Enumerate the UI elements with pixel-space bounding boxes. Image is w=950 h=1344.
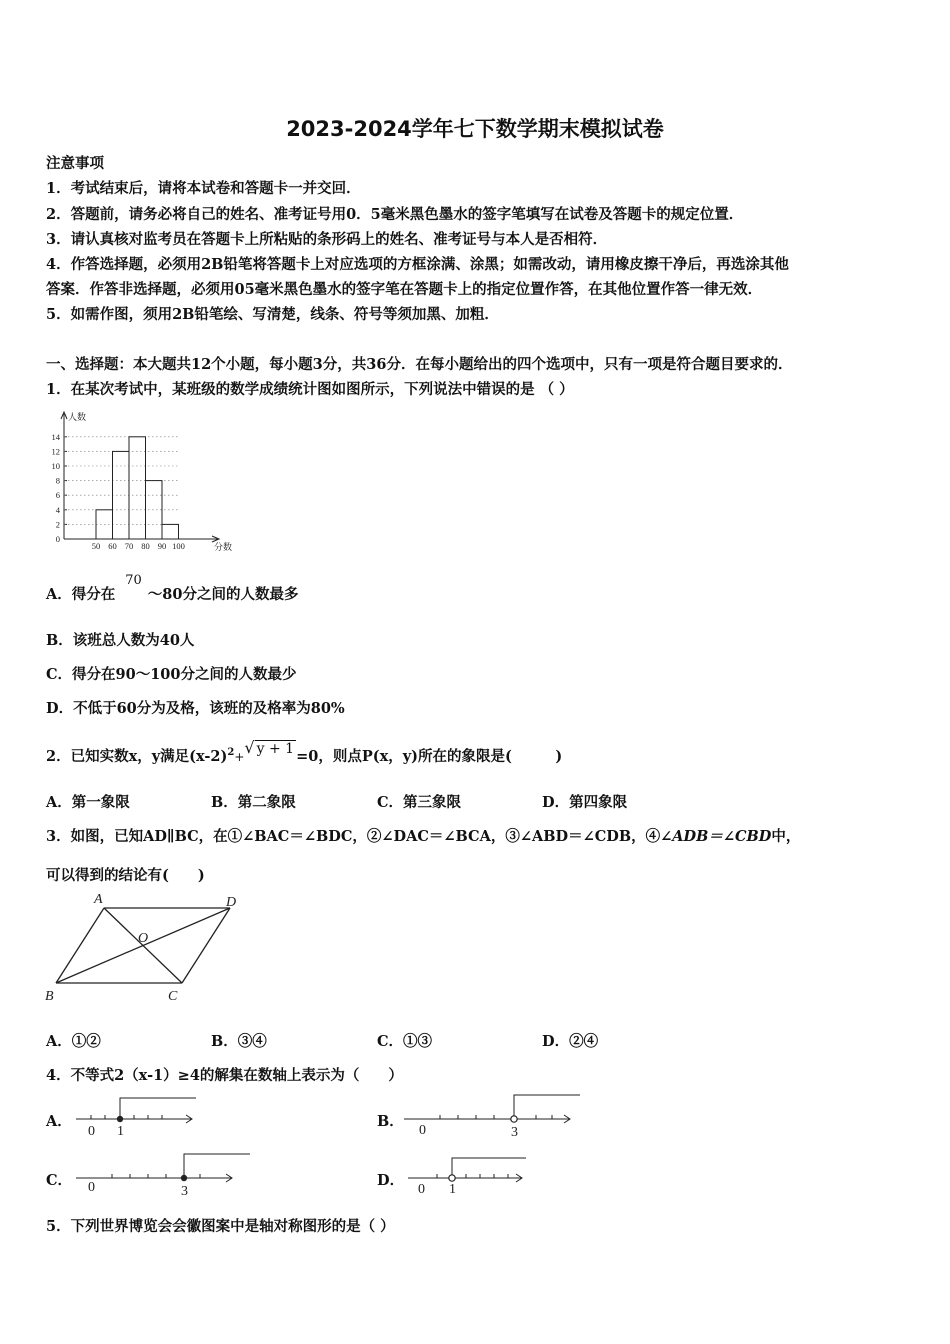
x-tick-label: 60: [108, 541, 117, 551]
histogram-bar: [146, 481, 163, 539]
q2-stem-post: =0，则点P(x，y)所在的象限是( ): [296, 748, 563, 765]
q4-option-b-numberline: [400, 1090, 585, 1140]
page-title: 2023-2024学年七下数学期末模拟试卷: [286, 117, 664, 141]
y-axis-label: 人数: [68, 412, 87, 422]
x-tick-label: 90: [157, 541, 167, 551]
histogram-bar: [162, 524, 179, 539]
q4-option-d-hollow-dot: [449, 1175, 455, 1181]
q1-option-b[interactable]: B．该班总人数为40人: [46, 632, 195, 649]
notice-item: 答案．作答非选择题，必须用05毫米黑色墨水的签字笔在答题卡上的指定位置作答，在其他位置作答一律无效．: [46, 281, 763, 298]
histogram-bar: [129, 437, 146, 539]
x-tick-label: 80: [141, 541, 150, 551]
q4-option-a-label[interactable]: A．: [46, 1113, 72, 1130]
q5-stem: 5．下列世界博览会会徽图案中是轴对称图形的是（ ）: [46, 1218, 395, 1235]
label-c: C: [168, 989, 178, 1004]
q4-option-d-point: 1: [449, 1182, 456, 1197]
q4-option-c-numberline: [72, 1150, 257, 1200]
q2-plus: +: [234, 750, 245, 764]
q1-option-a-pre: A．得分在: [46, 586, 116, 603]
x-tick-label: 100: [172, 541, 185, 551]
q2-option-c[interactable]: C．第三象限: [377, 794, 462, 811]
label-a: A: [94, 892, 103, 907]
notice-item: 2．答题前，请务必将自己的姓名、准考证号用0．5毫米黑色墨水的签字笔填写在试卷及答题卡的规定位置．: [46, 206, 744, 223]
q2-stem: [46, 738, 563, 766]
q3-option-c[interactable]: C．①③: [377, 1033, 433, 1050]
q2-stem-pre: 2．已知实数x，y满足(x-2): [46, 748, 228, 765]
y-tick-label: 14: [51, 431, 60, 442]
q4-option-b-zero: 0: [419, 1123, 426, 1138]
q3-stem-italic: ∠ADB＝∠CBD: [660, 828, 772, 845]
q1-option-a-sup: 70: [125, 573, 142, 588]
parallelogram-figure: [40, 888, 250, 1006]
y-tick-label: 0: [55, 534, 60, 544]
y-tick-label: 12: [51, 446, 60, 457]
q2-sqrt-content: y + 1: [256, 741, 295, 757]
q4-option-a-point: 1: [117, 1124, 124, 1139]
q1-stem: 1．在某次考试中，某班级的数学成绩统计图如图所示，下列说法中错误的是 （ ）: [46, 381, 574, 398]
q4-option-a-solid-dot: [117, 1116, 123, 1122]
x-tick-label: 50: [91, 541, 101, 551]
q3-option-d[interactable]: D．②④: [542, 1033, 599, 1050]
y-tick-label: 10: [51, 461, 60, 471]
q4-option-c-solid-dot: [181, 1175, 187, 1181]
q4-option-d-zero: 0: [418, 1182, 425, 1197]
notice-item: 3．请认真核对监考员在答题卡上所粘贴的条形码上的姓名、准考证号与本人是否相符．: [46, 231, 608, 248]
y-tick-label: 2: [55, 519, 60, 530]
q3-option-b[interactable]: B．③④: [211, 1033, 267, 1050]
q4-option-d-label[interactable]: D．: [377, 1172, 405, 1189]
q1-option-c[interactable]: C．得分在90～100分之间的人数最少: [46, 666, 297, 683]
q1-option-a[interactable]: [46, 573, 299, 604]
q3-option-a[interactable]: A．①②: [46, 1033, 101, 1050]
q3-stem-line2: 可以得到的结论有( ): [46, 867, 205, 884]
y-tick-label: 6: [55, 490, 60, 501]
q4-option-c-zero: 0: [88, 1180, 95, 1195]
label-d: D: [226, 895, 237, 910]
q4-option-b-point: 3: [511, 1125, 518, 1140]
q4-option-a-numberline: [72, 1094, 202, 1140]
q4-option-b-hollow-dot: [511, 1116, 517, 1122]
q2-sqrt: √ y + 1: [244, 738, 295, 757]
label-o: O: [138, 931, 149, 946]
q4-option-b-label[interactable]: B．: [377, 1113, 404, 1130]
q4-option-d-numberline: [404, 1152, 534, 1198]
y-tick-label: 8: [55, 475, 60, 486]
q1-option-d[interactable]: D．不低于60分为及格，该班的及格率为80%: [46, 700, 345, 717]
histogram-chart: [46, 406, 246, 554]
y-tick-label: 4: [55, 504, 60, 515]
x-tick-label: 70: [124, 541, 134, 551]
q2-square: 2: [227, 747, 235, 759]
q3-stem: [46, 825, 800, 846]
x-axis-label: 分数: [214, 542, 233, 552]
notice-heading: 注意事项: [46, 155, 104, 172]
notice-item: 4．作答选择题，必须用2B铅笔将答题卡上对应选项的方框涂满、涂黑；如需改动，请用橡皮擦干净后，再选涂其他: [46, 256, 789, 273]
q4-stem: 4．不等式2（x-1）≥4的解集在数轴上表示为（ ）: [46, 1067, 403, 1084]
q2-option-d[interactable]: D．第四象限: [542, 794, 628, 811]
q4-option-c-point: 3: [181, 1184, 188, 1199]
q4-option-c-label[interactable]: C．: [46, 1172, 73, 1189]
q2-option-a[interactable]: A．第一象限: [46, 794, 130, 811]
label-b: B: [45, 989, 54, 1004]
notice-item: 5．如需作图，须用2B铅笔绘、写清楚，线条、符号等须加黑、加粗．: [46, 306, 499, 323]
q2-option-b[interactable]: B．第二象限: [211, 794, 296, 811]
q3-stem-pre: 3．如图，已知AD∥BC，在①∠BAC＝∠BDC，②∠DAC＝∠BCA，③∠ABD＝∠CDB，④: [46, 828, 661, 845]
section-heading: 一、选择题：本大题共12个小题，每小题3分，共36分．在每小题给出的四个选项中，只有一项是符合题目要求的．: [46, 356, 793, 373]
q3-stem-post: 中，: [771, 828, 801, 845]
q4-option-a-zero: 0: [88, 1124, 95, 1139]
notice-item: 1．考试结束后，请将本试卷和答题卡一并交回．: [46, 180, 361, 197]
q1-option-a-post: ～80分之间的人数最多: [147, 586, 299, 603]
